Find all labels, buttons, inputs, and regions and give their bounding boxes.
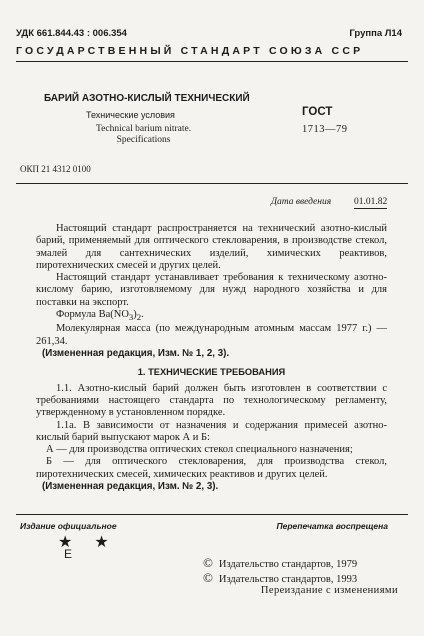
document-title-en [96, 124, 191, 146]
copyright-1979 [203, 556, 357, 571]
reprint-label: Перепечатка воспрещена [276, 521, 388, 531]
formula-prefix: Формула Ba(NO [56, 309, 129, 321]
date-value: 01.01.82 [354, 197, 388, 207]
gost-label: ГОСТ [302, 106, 333, 118]
formula-subscript-2: 2 [136, 312, 142, 323]
paragraph-scope: Настоящий стандарт распространяется на технический азотно-кислый барий, применяемый для оптического стекловарения, в производстве стекол, эмалей для сантехнических изделий, химических реактивов, пиротехнических смесей и других целей. [36, 223, 387, 271]
grade-b: Б — для оптического стекловарения, для производства стекол, пиротехнических смесей, химических реактивов и других целей. [36, 456, 387, 480]
standard-title: ГОСУДАРСТВЕННЫЙ СТАНДАРТ СОЮЗА ССР [16, 45, 364, 57]
formula-subscript-3: 3 [128, 312, 134, 323]
formula-end: . [141, 309, 144, 321]
clause-1-1a: 1.1а. В зависимости от назначения и содержания примесей азотно-кислый барий выпускают марок А и Б: [36, 419, 387, 443]
okp-code: ОКП 21 4312 0100 [20, 164, 91, 174]
copyright-text-1979: Издательство стандартов, 1979 [218, 559, 358, 570]
formula-suffix: ) [133, 309, 137, 321]
grade-a: А — для производства оптических стекол специального назначения; [46, 444, 353, 456]
group-code: Группа Л14 [349, 28, 402, 39]
okp-rule [16, 183, 408, 184]
copyright-1993 [203, 571, 357, 586]
udk-code: УДК 661.844.43 : 006.354 [16, 28, 127, 39]
header-rule [16, 61, 408, 62]
clause-1-1: 1.1. Азотно-кислый барий должен быть изготовлен в соответствии с требованиями настоящего стандарта по технологическому регламенту, утвержденному в установленном порядке. [36, 382, 387, 419]
section-heading: 1. ТЕХНИЧЕСКИЕ ТРЕБОВАНИЯ [137, 367, 286, 378]
copyright-text-1993: Издательство стандартов, 1993 [218, 574, 358, 585]
document-subtitle-ru: Технические условия [86, 110, 175, 120]
gost-number: 1713—79 [302, 124, 348, 135]
amendment-note-1: (Измененная редакция, Изм. № 1, 2, 3). [42, 348, 230, 360]
title-en-line2: Specifications [116, 135, 171, 145]
document-body [36, 223, 387, 493]
reissue-note: Переиздание с изменениями [260, 585, 398, 596]
molecular-mass: Молекулярная масса (по международным атомным массам 1977 г.) — 261,34. [36, 323, 387, 347]
edition-letter: Е [64, 547, 73, 561]
copyright-icon: © [203, 570, 213, 585]
date-label: Дата введения [271, 197, 332, 207]
footer-rule [16, 514, 408, 515]
formula [36, 309, 387, 323]
document-title-ru: БАРИЙ АЗОТНО-КИСЛЫЙ ТЕХНИЧЕСКИЙ [44, 93, 250, 104]
stars-mark: ★ ★ [58, 534, 118, 551]
edition-label: Издание официальное [20, 521, 117, 531]
amendment-note-2: (Измененная редакция, Изм. № 2, 3). [42, 481, 219, 493]
copyright-icon: © [203, 555, 213, 570]
title-en-line1: Technical barium nitrate. [96, 124, 192, 134]
paragraph-requirements: Настоящий стандарт устанавливает требования к техническому азотно-кислому барию, изготовляемому для нужд народного хозяйства и для поставки на экспорт. [36, 272, 387, 308]
